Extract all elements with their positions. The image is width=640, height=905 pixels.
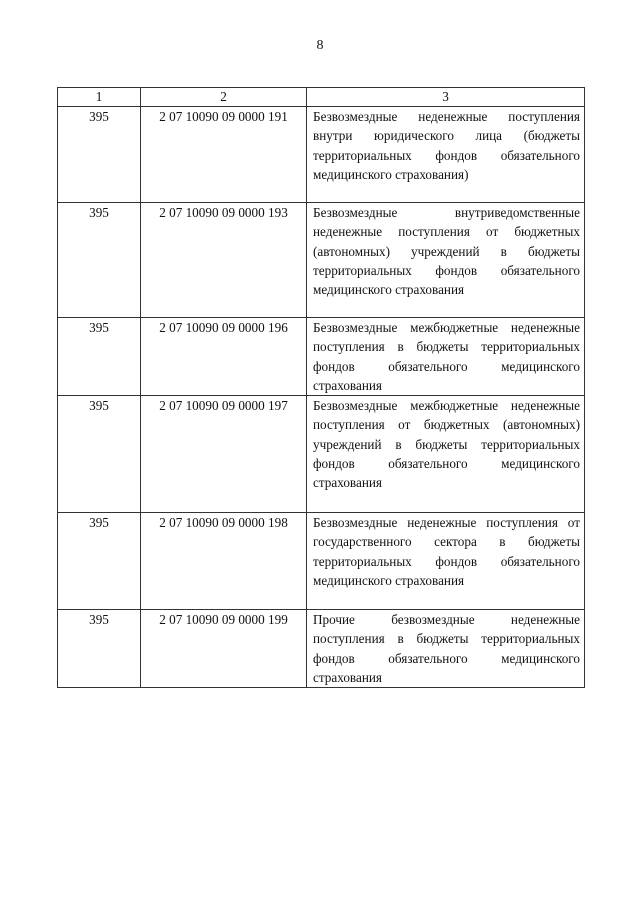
column-header-2: 2 [141,88,307,107]
table-header-row [58,88,585,107]
table-row [58,396,585,513]
admin-code-cell: 395 [58,610,141,688]
admin-code-cell: 395 [58,318,141,396]
table-row [58,107,585,203]
admin-code-cell: 395 [58,396,141,513]
table-row [58,203,585,318]
description-cell: Безвозмездные неденежные поступления от государственного сектора в бюджеты территориальных фондов обязательного медицинского страхования [307,513,585,610]
budget-code-cell: 2 07 10090 09 0000 198 [141,513,307,610]
table-row [58,513,585,610]
column-header-3: 3 [307,88,585,107]
revenue-codes-table [57,87,585,688]
description-cell: Безвозмездные межбюджетные неденежные поступления от бюджетных (автономных) учреждений в бюджеты территориальных фондов обязательного медицинского страхования [307,396,585,513]
budget-code-cell: 2 07 10090 09 0000 197 [141,396,307,513]
admin-code-cell: 395 [58,513,141,610]
table-row [58,318,585,396]
description-cell: Безвозмездные межбюджетные неденежные поступления в бюджеты территориальных фондов обязательного медицинского страхования [307,318,585,396]
table-row [58,610,585,688]
description-cell: Прочие безвозмездные неденежные поступления в бюджеты территориальных фондов обязательного медицинского страхования [307,610,585,688]
budget-code-cell: 2 07 10090 09 0000 199 [141,610,307,688]
admin-code-cell: 395 [58,107,141,203]
budget-code-cell: 2 07 10090 09 0000 193 [141,203,307,318]
column-header-1: 1 [58,88,141,107]
admin-code-cell: 395 [58,203,141,318]
budget-code-cell: 2 07 10090 09 0000 191 [141,107,307,203]
description-cell: Безвозмездные неденежные поступления внутри юридического лица (бюджеты территориальных фондов обязательного медицинского страхования) [307,107,585,203]
description-cell: Безвозмездные внутриведомственные неденежные поступления от бюджетных (автономных) учреждений в бюджеты территориальных фондов обязательного медицинского страхования [307,203,585,318]
budget-code-cell: 2 07 10090 09 0000 196 [141,318,307,396]
page-number: 8 [316,38,324,53]
